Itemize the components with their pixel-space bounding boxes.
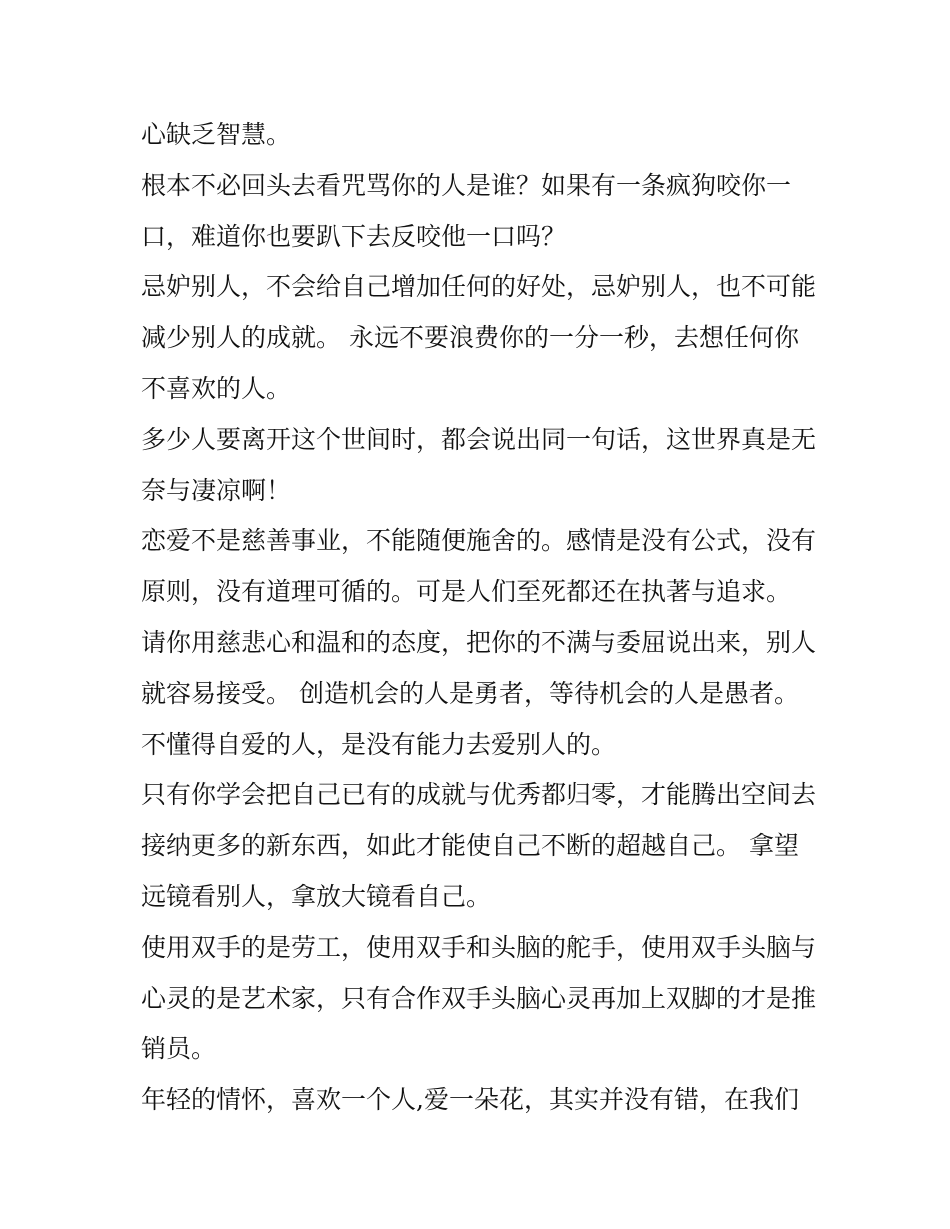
text-line: 奈与凄凉啊！ xyxy=(141,475,292,505)
text-line: 就容易接受。 创造机会的人是勇者，等待机会的人是愚者。 xyxy=(141,678,799,708)
document-body xyxy=(141,110,821,1126)
text-line: 多少人要离开这个世间时，都会说出同一句话，这世界真是无 xyxy=(141,424,817,454)
text-line: 原则，没有道理可循的。可是人们至死都还在执著与追求。 xyxy=(141,577,792,607)
text-line: 心灵的是艺术家，只有合作双手头脑心灵再加上双脚的才是推 xyxy=(141,983,817,1013)
text-line: 减少别人的成就。 永远不要浪费你的一分一秒，去想任何你 xyxy=(141,323,799,353)
text-line: 只有你学会把自己已有的成就与优秀都归零，才能腾出空间去 xyxy=(141,780,817,810)
text-line: 不懂得自爱的人，是没有能力去爱别人的。 xyxy=(141,729,617,759)
text-line: 根本不必回头去看咒骂你的人是谁？如果有一条疯狗咬你一 xyxy=(141,170,792,200)
text-line: 接纳更多的新东西，如此才能使自己不断的超越自己。 拿望 xyxy=(141,831,799,861)
text-line: 远镜看别人，拿放大镜看自己。 xyxy=(141,881,492,911)
text-line: 不喜欢的人。 xyxy=(141,373,292,403)
text-line: 口，难道你也要趴下去反咬他一口吗？ xyxy=(141,221,567,251)
text-line: 使用双手的是劳工，使用双手和头脑的舵手，使用双手头脑与 xyxy=(141,932,817,962)
text-line: 恋爱不是慈善事业，不能随便施舍的。感情是没有公式，没有 xyxy=(141,526,817,556)
text-line: 销员。 xyxy=(141,1034,217,1064)
text-line: 忌妒别人，不会给自己增加任何的好处，忌妒别人，也不可能 xyxy=(141,272,817,302)
text-line: 心缺乏智慧。 xyxy=(141,120,292,149)
text-line: 年轻的情怀，喜欢一个人,爱一朵花，其实并没有错，在我们 xyxy=(141,1085,799,1115)
text-line: 请你用慈悲心和温和的态度，把你的不满与委屈说出来，别人 xyxy=(141,627,817,657)
